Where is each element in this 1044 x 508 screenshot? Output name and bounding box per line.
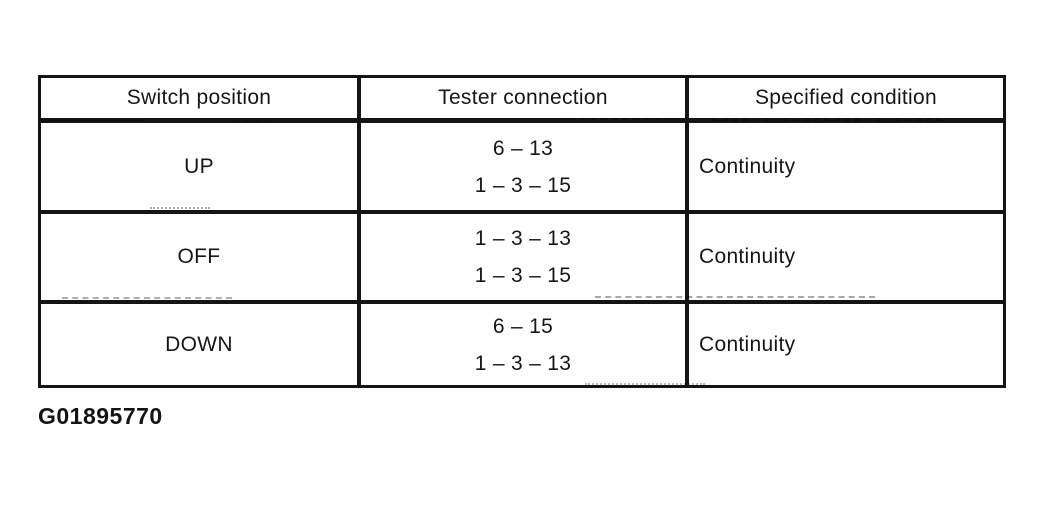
column-header-label: Specified condition [755, 86, 937, 109]
tester-connection-stack [475, 220, 571, 294]
scan-artifact [62, 297, 232, 299]
scan-artifact [150, 207, 210, 209]
specified-condition-value: Continuity [699, 245, 796, 268]
cell-tester-connection-off [361, 214, 689, 304]
cell-specified-condition-down [689, 304, 1003, 385]
column-header-tester-connection [361, 78, 689, 123]
tester-connection-line: 1 – 3 – 13 [474, 227, 572, 250]
tester-connection-stack [475, 308, 571, 382]
specified-condition-value: Continuity [699, 332, 796, 356]
cell-tester-connection-up [361, 123, 689, 214]
cell-switch-position-down [41, 304, 361, 385]
switch-position-value: DOWN [165, 332, 233, 356]
cell-tester-connection-down [361, 304, 689, 385]
scan-artifact [712, 119, 942, 121]
scan-artifact [40, 119, 145, 121]
switch-position-value: UP [184, 154, 214, 178]
column-header-specified-condition [689, 78, 1003, 123]
tester-connection-line: 1 – 3 – 15 [474, 173, 572, 197]
specified-condition-value: Continuity [699, 154, 796, 178]
continuity-spec-table [38, 75, 1006, 388]
cell-switch-position-off [41, 214, 361, 304]
cell-specified-condition-up [689, 123, 1003, 214]
column-header-switch-position [41, 78, 361, 123]
cell-specified-condition-off [689, 214, 1003, 304]
tester-connection-stack [475, 130, 571, 204]
tester-connection-line: 6 – 15 [492, 314, 554, 338]
tester-connection-line: 6 – 13 [492, 136, 554, 160]
cell-switch-position-up [41, 123, 361, 214]
tester-connection-line: 1 – 3 – 13 [474, 351, 572, 375]
scan-artifact [232, 120, 272, 122]
column-header-label: Tester connection [438, 86, 608, 109]
column-header-label: Switch position [126, 86, 272, 109]
scan-artifact [585, 383, 705, 385]
tester-connection-line: 1 – 3 – 15 [474, 264, 572, 287]
figure-id-caption: G01895770 [38, 403, 163, 429]
scan-artifact [595, 296, 875, 298]
scan-artifact [560, 118, 680, 120]
switch-position-value: OFF [177, 245, 221, 268]
